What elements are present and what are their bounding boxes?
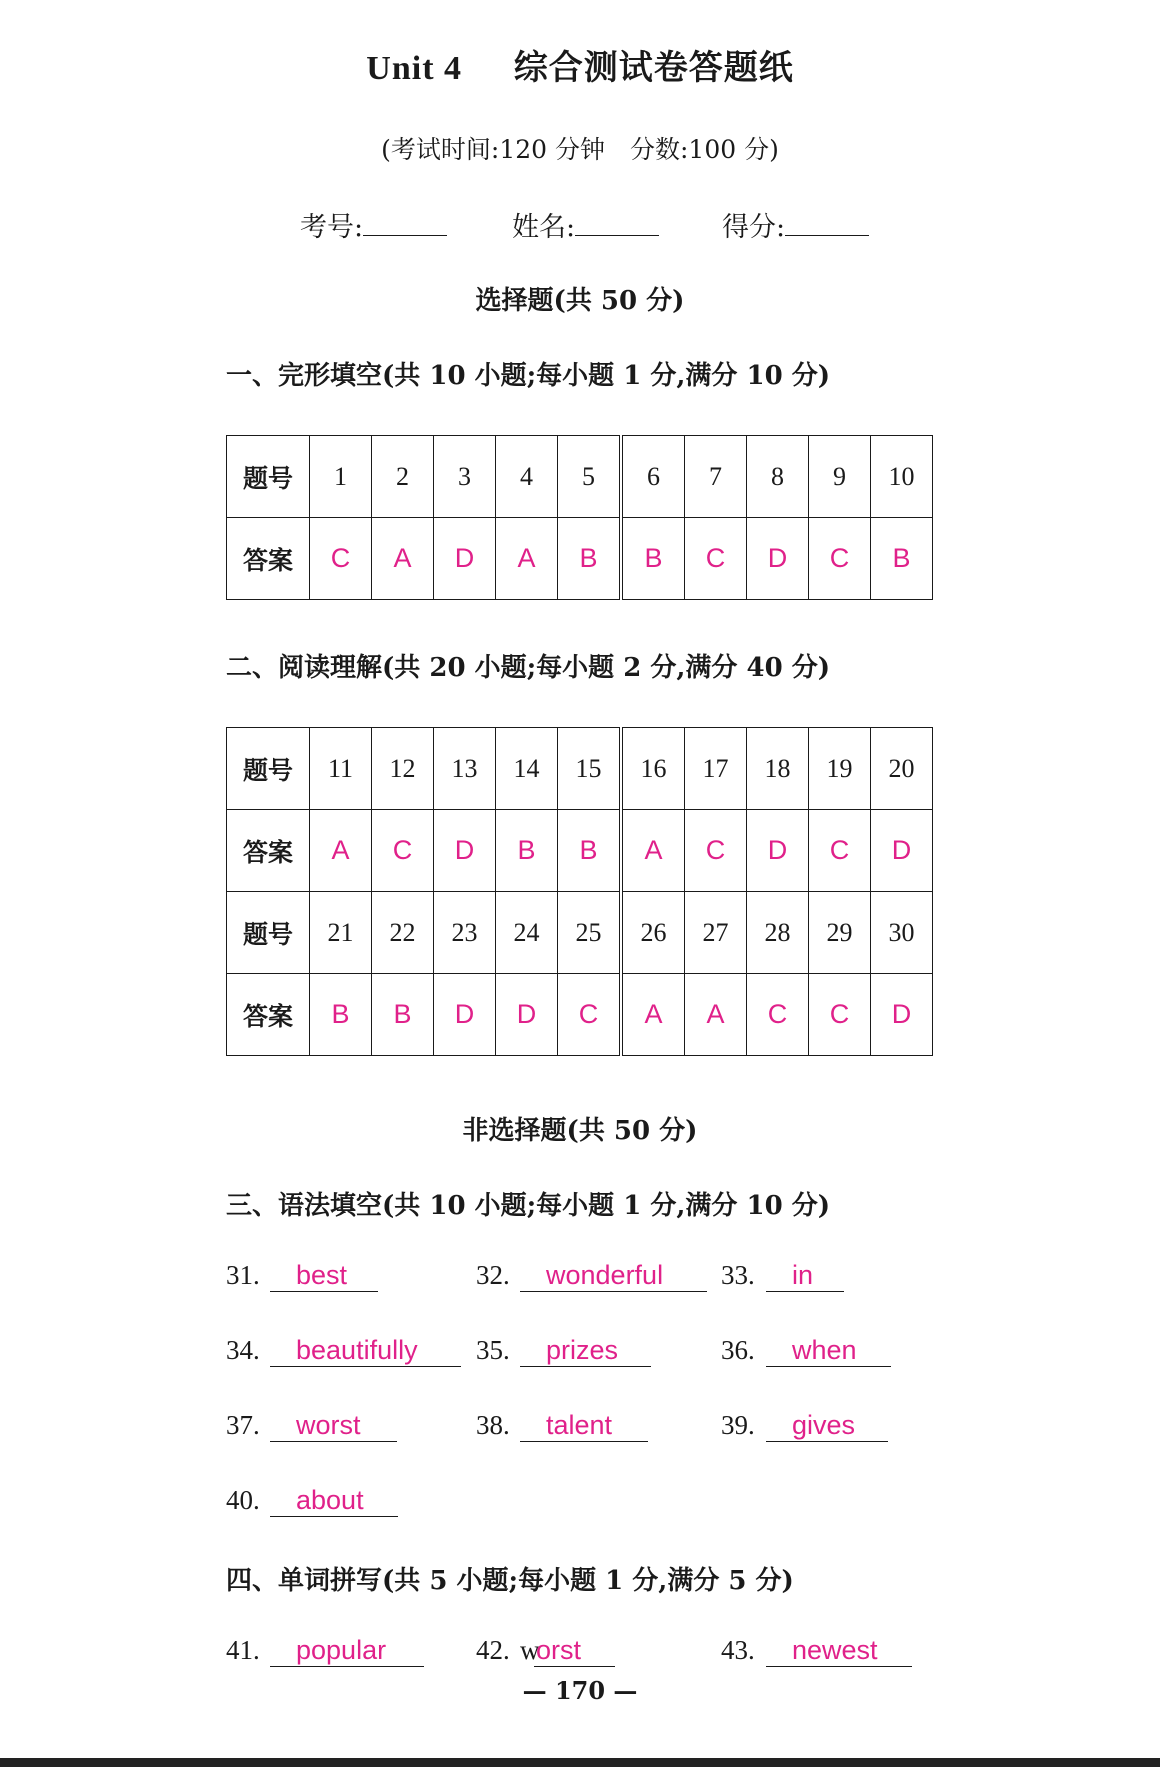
answer-cell[interactable]: C (310, 518, 372, 600)
question-number: 15 (558, 728, 622, 810)
page-title (0, 40, 1160, 89)
question-number: 27 (685, 892, 747, 974)
title-text: 综合测试卷答题纸 (513, 48, 794, 88)
nonchoice-header: 非选择题(共 50 分) (462, 1116, 698, 1146)
answer-blank[interactable]: gives (766, 1410, 888, 1442)
item-number: 39. (721, 1410, 755, 1440)
question-number: 12 (372, 728, 434, 810)
answer-cell[interactable]: C (685, 810, 747, 892)
bottom-bar (0, 1758, 1160, 1767)
answer-blank[interactable]: about (270, 1485, 398, 1517)
question-number: 28 (747, 892, 809, 974)
question-number: 30 (871, 892, 933, 974)
name-label: 姓名: (512, 212, 576, 243)
answer-cell[interactable]: A (621, 974, 685, 1056)
row-label: 答案 (227, 518, 310, 600)
row-label: 题号 (227, 728, 310, 810)
table-row (227, 436, 933, 518)
table-row (227, 892, 933, 974)
question-number: 24 (496, 892, 558, 974)
answer-cell[interactable]: C (809, 810, 871, 892)
section1-heading: 一、完形填空(共 10 小题;每小题 1 分,满分 10 分) (226, 361, 831, 391)
item-number: 42. (476, 1635, 510, 1665)
title-unit: Unit 4 (366, 50, 463, 87)
answer-blank[interactable]: talent (520, 1410, 648, 1442)
question-number: 11 (310, 728, 372, 810)
item-number: 33. (721, 1260, 755, 1290)
answer-cell[interactable]: D (871, 974, 933, 1056)
section3-heading: 三、语法填空(共 10 小题;每小题 1 分,满分 10 分) (226, 1191, 831, 1221)
score-blank[interactable] (785, 213, 869, 236)
answer-cell[interactable]: D (747, 810, 809, 892)
question-number: 26 (621, 892, 685, 974)
item-number: 31. (226, 1260, 260, 1290)
answer-cell[interactable]: A (372, 518, 434, 600)
question-number: 1 (310, 436, 372, 518)
question-number: 21 (310, 892, 372, 974)
table-row (227, 810, 933, 892)
question-number: 16 (621, 728, 685, 810)
question-number: 4 (496, 436, 558, 518)
question-number: 29 (809, 892, 871, 974)
answer-cell[interactable]: B (871, 518, 933, 600)
question-number: 9 (809, 436, 871, 518)
answer-cell[interactable]: C (558, 974, 622, 1056)
question-number: 14 (496, 728, 558, 810)
row-label: 题号 (227, 436, 310, 518)
answer-cell[interactable]: D (434, 974, 496, 1056)
answer-cell[interactable]: C (685, 518, 747, 600)
item-number: 35. (476, 1335, 510, 1365)
answer-blank[interactable]: when (766, 1335, 891, 1367)
answer-blank[interactable]: beautifully (270, 1335, 461, 1367)
answer-cell[interactable]: B (558, 518, 622, 600)
question-number: 6 (621, 436, 685, 518)
name-blank[interactable] (575, 213, 659, 236)
row-label: 答案 (227, 974, 310, 1056)
item-number: 41. (226, 1635, 260, 1665)
question-number: 18 (747, 728, 809, 810)
answer-cell[interactable]: D (434, 810, 496, 892)
question-number: 3 (434, 436, 496, 518)
row-label: 答案 (227, 810, 310, 892)
question-number: 17 (685, 728, 747, 810)
exam-info: (考试时间:120 分钟 分数:100 分) (381, 135, 779, 164)
item-number: 32. (476, 1260, 510, 1290)
table-row (227, 728, 933, 810)
page-number: — 170 — (522, 1676, 638, 1705)
answer-cell[interactable]: C (809, 974, 871, 1056)
score-label: 得分: (722, 212, 786, 243)
score-field (722, 205, 869, 244)
answer-cell[interactable]: C (747, 974, 809, 1056)
item-number: 36. (721, 1335, 755, 1365)
table-row (227, 518, 933, 600)
answer-blank[interactable]: wonderful (520, 1260, 707, 1292)
question-number: 7 (685, 436, 747, 518)
answer-cell[interactable]: D (871, 810, 933, 892)
answer-cell[interactable]: D (747, 518, 809, 600)
answer-blank[interactable]: best (270, 1260, 378, 1292)
item-number: 43. (721, 1635, 755, 1665)
answer-cell[interactable]: D (434, 518, 496, 600)
question-number: 20 (871, 728, 933, 810)
question-number: 22 (372, 892, 434, 974)
given-letter: w (520, 1635, 540, 1665)
item-number: 34. (226, 1335, 260, 1365)
answer-cell[interactable]: C (372, 810, 434, 892)
row-label: 题号 (227, 892, 310, 974)
name-field (512, 205, 659, 244)
question-number: 19 (809, 728, 871, 810)
question-number: 5 (558, 436, 622, 518)
section4-heading: 四、单词拼写(共 5 小题;每小题 1 分,满分 5 分) (226, 1566, 794, 1596)
choice-header: 选择题(共 50 分) (475, 286, 685, 316)
answer-blank[interactable]: worst (270, 1410, 397, 1442)
item-number: 40. (226, 1485, 260, 1515)
answer-cell[interactable]: B (558, 810, 622, 892)
question-number: 25 (558, 892, 622, 974)
answer-blank[interactable]: newest (766, 1635, 912, 1667)
table-row (227, 974, 933, 1056)
answer-cell[interactable]: B (310, 974, 372, 1056)
answer-cell[interactable]: B (372, 974, 434, 1056)
exam-no-blank[interactable] (363, 213, 447, 236)
answer-blank[interactable]: in (766, 1260, 844, 1292)
answer-cell[interactable]: A (310, 810, 372, 892)
item-number: 38. (476, 1410, 510, 1440)
section2-heading: 二、阅读理解(共 20 小题;每小题 2 分,满分 40 分) (226, 653, 831, 683)
answer-cell[interactable]: A (685, 974, 747, 1056)
exam-no-label: 考号: (300, 212, 364, 243)
item-number: 37. (226, 1410, 260, 1440)
exam-no-field (300, 205, 447, 244)
answer-cell[interactable]: A (621, 810, 685, 892)
answer-cell[interactable]: C (809, 518, 871, 600)
answer-cell[interactable]: D (496, 974, 558, 1056)
question-number: 2 (372, 436, 434, 518)
answer-cell[interactable]: B (496, 810, 558, 892)
question-number: 8 (747, 436, 809, 518)
answer-cell[interactable]: B (621, 518, 685, 600)
section1-table (226, 435, 933, 600)
answer-blank[interactable]: orst (534, 1635, 615, 1667)
question-number: 10 (871, 436, 933, 518)
answer-cell[interactable]: A (496, 518, 558, 600)
answer-blank[interactable]: prizes (520, 1335, 651, 1367)
answer-blank[interactable]: popular (270, 1635, 424, 1667)
section2-table (226, 727, 933, 1056)
question-number: 23 (434, 892, 496, 974)
question-number: 13 (434, 728, 496, 810)
